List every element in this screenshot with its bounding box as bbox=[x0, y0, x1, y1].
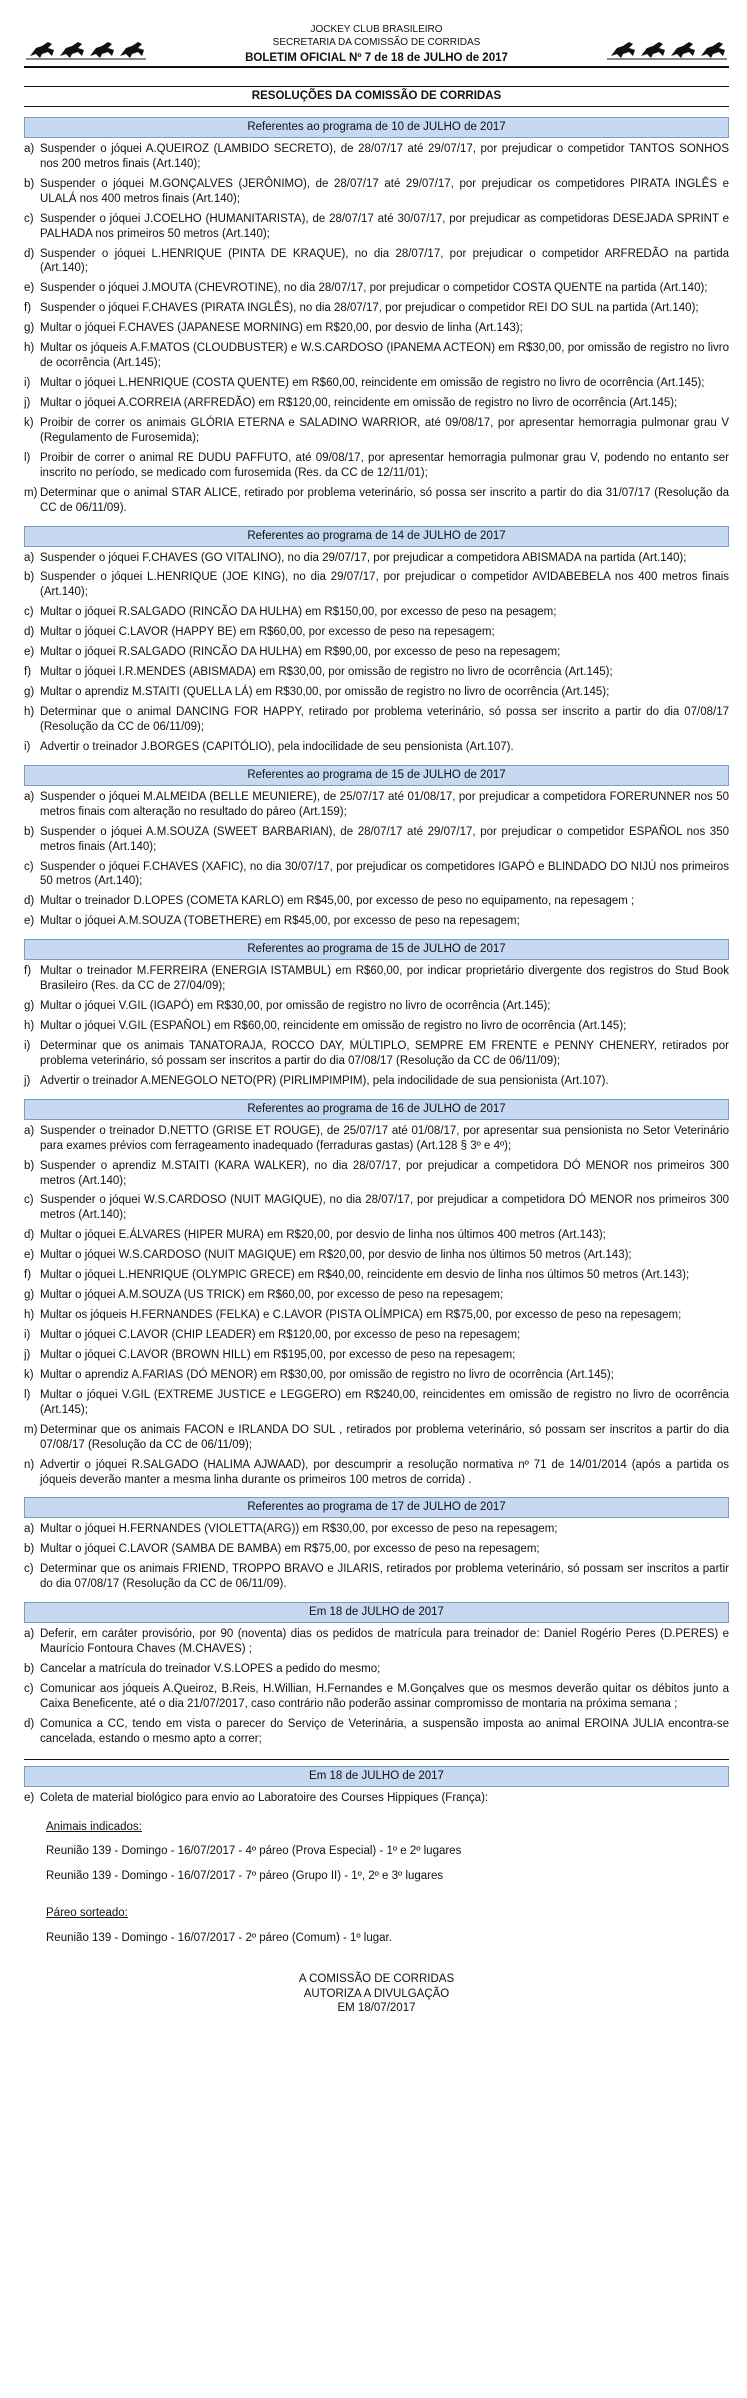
sample-collection bbox=[46, 1820, 729, 1947]
list-item bbox=[24, 1308, 729, 1323]
item-text: Multar os jóqueis A.F.MATOS (CLOUDBUSTER) e W.S.CARDOSO (IPANEMA ACTEON) em R$30,00, por omissão de registro no livro de ocorrência (Art.145); bbox=[40, 342, 729, 370]
list-item bbox=[24, 551, 729, 566]
section-heading: Referentes ao programa de 15 de JULHO de 2017 bbox=[24, 939, 729, 960]
item-text: Multar o treinador D.LOPES (COMETA KARLO) em R$45,00, por excesso de peso no equipamento, na repesagem ; bbox=[40, 895, 635, 908]
item-text: Multar o jóquei I.R.MENDES (ABISMADA) em R$30,00, por omissão de registro no livro de ocorrência (Art.145); bbox=[40, 666, 613, 679]
item-letter: g) bbox=[24, 1000, 35, 1013]
item-letter: a) bbox=[24, 1124, 35, 1137]
item-text: Suspender o jóquei J.COELHO (HUMANITARISTA), de 28/07/17 até 30/07/17, por prejudicar as competidoras DESEJADA SPRINT e PALHADA nos primeiros 50 metros (Art.140); bbox=[40, 212, 729, 240]
list-item bbox=[24, 1522, 729, 1537]
list-item bbox=[24, 321, 729, 336]
item-text: Suspender o jóquei F.CHAVES (PIRATA INGLÊS), no dia 28/07/17, por prejudicar o competidor REI DO SUL na partida (Art.140); bbox=[40, 302, 699, 315]
item-text: Multar o jóquei A.M.SOUZA (US TRICK) em R$60,00, por excesso de peso na repesagem; bbox=[40, 1289, 504, 1302]
list-item bbox=[24, 301, 729, 316]
item-letter: f) bbox=[24, 1269, 32, 1282]
resolution-section bbox=[24, 526, 729, 755]
item-text: Suspender o jóquei F.CHAVES (XAFIC), no dia 30/07/17, por prejudicar os competidores IGAPÓ e BLINDADO DO NIJÚ nos primeiros 50 metros (Art.140); bbox=[40, 860, 729, 888]
item-letter: b) bbox=[24, 825, 35, 838]
item-letter: g) bbox=[24, 1289, 35, 1302]
item-letter: e) bbox=[24, 1791, 35, 1804]
item-letter: i) bbox=[24, 377, 31, 390]
item-letter: d) bbox=[24, 1717, 35, 1730]
list-item bbox=[24, 451, 729, 481]
item-text: Multar o jóquei F.CHAVES (JAPANESE MORNING) em R$20,00, por desvio de linha (Art.143); bbox=[40, 322, 523, 335]
item-letter: f) bbox=[24, 965, 32, 978]
divider bbox=[24, 1759, 729, 1760]
item-text: Multar o jóquei E.ÁLVARES (HIPER MURA) em R$20,00, por desvio de linha nos últimos 400 metros (Art.143); bbox=[40, 1229, 606, 1242]
list-item bbox=[24, 964, 729, 994]
list-item bbox=[24, 1328, 729, 1343]
item-letter: i) bbox=[24, 1039, 31, 1052]
item-text: Suspender o jóquei W.S.CARDOSO (NUIT MAGIQUE), no dia 28/07/17, por prejudicar a competidora DÓ MENOR nos primeiros 300 metros (Art.140); bbox=[40, 1194, 729, 1222]
item-text: Multar os jóqueis H.FERNANDES (FELKA) e C.LAVOR (PISTA OLÍMPICA) em R$75,00, por excesso de peso na repesagem; bbox=[40, 1309, 682, 1322]
item-text: Suspender o jóquei F.CHAVES (GO VITALINO), no dia 29/07/17, por prejudicar a competidora ABISMADA na partida (Art.140); bbox=[40, 551, 687, 564]
list-item bbox=[24, 142, 729, 172]
item-text: Proibir de correr os animais GLÓRIA ETERNA e SALADINO WARRIOR, até 09/08/17, por apresentar hemorragia pulmonar grau V (Regulamento de Furosemida); bbox=[40, 416, 729, 444]
list-item bbox=[24, 999, 729, 1014]
list-item bbox=[24, 685, 729, 700]
item-letter: b) bbox=[24, 1662, 35, 1675]
item-text: Multar o jóquei A.CORREIA (ARFREDÃO) em R$120,00, reincidente em omissão de registro no livro de ocorrência (Art.145); bbox=[40, 397, 678, 409]
list-item bbox=[24, 177, 729, 207]
list-item bbox=[24, 705, 729, 735]
item-text: Advertir o jóquei R.SALGADO (HALIMA AJWAAD), por descumprir a resolução normativa nº 71 de 14/01/2014 (após a partida os jóqueis deverão manter a mesma linha durante os primeiros 100 metros de corrida) . bbox=[40, 1458, 729, 1486]
list-item bbox=[24, 281, 729, 296]
resolution-section bbox=[24, 117, 729, 516]
item-letter: a) bbox=[24, 790, 35, 803]
item-letter: c) bbox=[24, 212, 34, 225]
item-letter: j) bbox=[24, 1348, 31, 1361]
list-item bbox=[24, 645, 729, 660]
club-name: JOCKEY CLUB BRASILEIRO bbox=[310, 24, 443, 35]
item-letter: e) bbox=[24, 915, 35, 928]
item-text: Determinar que os animais FRIEND, TROPPO BRAVO e JILARIS, retirados por problema veterinário, só possam ser inscritos a partir do dia 07/08/17 (Resolução da CC de 06/11/09). bbox=[40, 1563, 729, 1591]
item-letter: d) bbox=[24, 1229, 35, 1242]
item-letter: n) bbox=[24, 1458, 35, 1471]
pareo-entry: Reunião 139 - Domingo - 16/07/2017 - 2º páreo (Comum) - 1º lugar. bbox=[46, 1932, 392, 1945]
item-letter: c) bbox=[24, 1682, 34, 1695]
item-letter: j) bbox=[24, 1074, 31, 1087]
item-text: Multar o jóquei V.GIL (ESPAÑOL) em R$60,00, reincidente em omissão de registro no livro de ocorrência (Art.145); bbox=[40, 1020, 627, 1032]
list-item bbox=[24, 825, 729, 855]
item-text: Suspender o treinador D.NETTO (GRISE ET ROUGE), de 25/07/17 até 01/08/17, por apresentar sua pensionista no Setor Veterinário para exames prévios com ferrageamento inadequado (ferraduras gastas) (Art.128 § 3º e 4º); bbox=[40, 1124, 729, 1152]
list-item bbox=[24, 1124, 729, 1154]
item-letter: c) bbox=[24, 1194, 34, 1207]
item-text: Multar o jóquei R.SALGADO (RINCÃO DA HULHA) em R$90,00, por excesso de peso na repesagem; bbox=[40, 646, 561, 659]
list-item bbox=[24, 894, 729, 909]
item-letter: e) bbox=[24, 1249, 35, 1262]
item-letter: j) bbox=[24, 397, 31, 409]
item-text: Multar o aprendiz M.STAITI (QUELLA LÁ) em R$30,00, por omissão de registro no livro de ocorrência (Art.145); bbox=[40, 686, 610, 699]
list-item bbox=[24, 396, 729, 411]
item-text: Determinar que os animais TANATORAJA, ROCCO DAY, MÚLTIPLO, SEMPRE EM FRENTE e PENNY CHENERY, retirados por problema veterinário, só possam ser inscritos a partir do dia 07/08/17 (Resolução da CC de 06/11/09); bbox=[40, 1039, 729, 1067]
item-letter: c) bbox=[24, 860, 34, 873]
list-item bbox=[24, 1682, 729, 1712]
item-text: Suspender o jóquei L.HENRIQUE (PINTA DE KRAQUE), no dia 28/07/17, por prejudicar o competidor ARFREDÃO na partida (Art.140); bbox=[40, 247, 729, 275]
item-text: Suspender o aprendiz M.STAITI (KARA WALKER), no dia 28/07/17, por prejudicar a competidora DÓ MENOR nos primeiros 300 metros (Art.140); bbox=[40, 1159, 729, 1187]
item-letter: k) bbox=[24, 416, 34, 429]
item-letter: b) bbox=[24, 1159, 35, 1172]
resolutions-title: RESOLUÇÕES DA COMISSÃO DE CORRIDAS bbox=[24, 86, 729, 107]
item-text: Suspender o jóquei A.QUEIROZ (LAMBIDO SECRETO), de 28/07/17 até 29/07/17, por prejudicar o competidor TANTOS SONHOS nos 200 metros finais (Art.140); bbox=[40, 142, 729, 170]
item-letter: e) bbox=[24, 646, 35, 659]
item-letter: a) bbox=[24, 1523, 35, 1536]
item-letter: c) bbox=[24, 606, 34, 619]
list-item bbox=[24, 860, 729, 890]
item-text: Suspender o jóquei A.M.SOUZA (SWEET BARBARIAN), de 28/07/17 até 29/07/17, por prejudicar o competidor ESPAÑOL nos 350 metros finais (Art.140); bbox=[40, 825, 729, 853]
footer bbox=[24, 1972, 729, 2015]
item-text: Suspender o jóquei M.GONÇALVES (JERÔNIMO), de 28/07/17 até 29/07/17, por prejudicar os competidores PIRATA INGLÊS e ULALÁ nos 400 metros finais (Art.140); bbox=[40, 177, 729, 205]
item-text: Multar o jóquei C.LAVOR (CHIP LEADER) em R$120,00, por excesso de peso na repesagem; bbox=[40, 1329, 521, 1341]
item-text: Suspender o jóquei M.ALMEIDA (BELLE MEUNIERE), de 25/07/17 até 01/08/17, por prejudicar a competidora FORERUNNER nos 50 metros finais com alteração no resultado do páreo (Art.159); bbox=[40, 790, 729, 818]
item-text: Multar o jóquei W.S.CARDOSO (NUIT MAGIQUE) em R$20,00, por desvio de linha nos últimos 50 metros (Art.143); bbox=[40, 1249, 632, 1262]
item-letter: d) bbox=[24, 247, 35, 260]
item-text: Multar o jóquei L.HENRIQUE (COSTA QUENTE) em R$60,00, reincidente em omissão de registro no livro de ocorrência (Art.145); bbox=[40, 377, 705, 390]
list-item bbox=[24, 341, 729, 371]
resolution-sections bbox=[24, 117, 729, 1747]
animal-entry: Reunião 139 - Domingo - 16/07/2017 - 7º páreo (Grupo II) - 1º, 2º e 3º lugares bbox=[46, 1870, 444, 1883]
pareo-label: Páreo sorteado: bbox=[46, 1907, 128, 1920]
item-letter: h) bbox=[24, 1309, 35, 1322]
item-text: Comunicar aos jóqueis A.Queiroz, B.Reis, H.Willian, H.Fernandes e M.Gonçalves que os mesmos deverão quitar os débitos junto a Caixa Beneficente, até o dia 21/07/2017, caso contrário não poderão assinar compromisso de montaria na próxima semana ; bbox=[40, 1682, 729, 1710]
item-letter: f) bbox=[24, 666, 32, 679]
resolution-section bbox=[24, 1497, 729, 1592]
list-item bbox=[24, 376, 729, 391]
list-item bbox=[24, 1268, 729, 1283]
list-item bbox=[24, 1388, 729, 1418]
list-item bbox=[24, 1562, 729, 1592]
item-text: Multar o jóquei A.M.SOUZA (TOBETHERE) em R$45,00, por excesso de peso na repesagem; bbox=[40, 915, 520, 928]
section-heading: Referentes ao programa de 16 de JULHO de 2017 bbox=[24, 1099, 729, 1120]
item-text: Advertir o treinador J.BORGES (CAPITÓLIO), pela indocilidade de seu pensionista (Art.107). bbox=[40, 740, 514, 753]
list-item bbox=[24, 1288, 729, 1303]
section-heading: Em 18 de JULHO de 2017 bbox=[24, 1602, 729, 1623]
section-heading: Referentes ao programa de 14 de JULHO de 2017 bbox=[24, 526, 729, 547]
list-item bbox=[24, 1248, 729, 1263]
item-text: Multar o aprendiz A.FARIAS (DÓ MENOR) em R$30,00, por omissão de registro no livro de ocorrência (Art.145); bbox=[40, 1368, 614, 1381]
item-text: Multar o jóquei H.FERNANDES (VIOLETTA(ARG)) em R$30,00, por excesso de peso na repesagem; bbox=[40, 1523, 558, 1536]
secretariat-name: SECRETARIA DA COMISSÃO DE CORRIDAS bbox=[272, 36, 481, 48]
item-text: Proibir de correr o animal RE DUDU PAFFUTO, até 09/08/17, por apresentar hemorragia pulmonar grau V, podendo no entanto ser inscrito no período, se medicado com furosemida (Res. da CC de 12/11/01); bbox=[40, 451, 729, 479]
list-item bbox=[24, 1193, 729, 1223]
list-item bbox=[24, 1542, 729, 1557]
resolution-section bbox=[24, 939, 729, 1089]
item-text: Multar o jóquei R.SALGADO (RINCÃO DA HULHA) em R$150,00, por excesso de peso na pesagem; bbox=[40, 606, 557, 619]
item-letter: c) bbox=[24, 1563, 34, 1576]
section-heading: Em 18 de JULHO de 2017 bbox=[24, 1766, 729, 1787]
resolution-section bbox=[24, 765, 729, 929]
item-text: Deferir, em caráter provisório, por 90 (noventa) dias os pedidos de matrícula para treinador de: Daniel Rogério Peres (D.PERES) e Maurício Fontoura Chaves (M.CHAVES) ; bbox=[40, 1628, 729, 1655]
item-text: Multar o jóquei C.LAVOR (HAPPY BE) em R$60,00, por excesso de peso na repesagem; bbox=[40, 626, 495, 639]
item-letter: m) bbox=[24, 486, 38, 499]
item-letter: h) bbox=[24, 1020, 35, 1032]
list-item bbox=[24, 1662, 729, 1677]
masthead bbox=[24, 6, 729, 68]
list-item bbox=[24, 1228, 729, 1243]
footer-line: AUTORIZA A DIVULGAÇÃO bbox=[303, 1987, 450, 2000]
item-letter: e) bbox=[24, 282, 35, 295]
item-letter: a) bbox=[24, 142, 35, 155]
item-letter: g) bbox=[24, 686, 35, 699]
item-text: Suspender o jóquei L.HENRIQUE (JOE KING), no dia 29/07/17, por prejudicar o competidor AVIDABEBELA nos 400 metros finais (Art.140); bbox=[40, 571, 729, 599]
section-heading: Referentes ao programa de 10 de JULHO de 2017 bbox=[24, 117, 729, 138]
list-item bbox=[24, 1159, 729, 1189]
item-letter: g) bbox=[24, 322, 35, 335]
item-letter: b) bbox=[24, 1543, 35, 1556]
item-text: Multar o jóquei C.LAVOR (SAMBA DE BAMBA) em R$75,00, por excesso de peso na repesagem; bbox=[40, 1543, 540, 1556]
item-text: Cancelar a matrícula do treinador V.S.LOPES a pedido do mesmo; bbox=[40, 1662, 381, 1675]
bulletin-title: BOLETIM OFICIAL Nº 7 de 18 de JULHO de 2017 bbox=[245, 52, 508, 64]
item-letter: l) bbox=[24, 451, 31, 464]
item-text: Advertir o treinador A.MENEGOLO NETO(PR) (PIRLIMPIMPIM), pela indocilidade de sua pensionista (Art.107). bbox=[40, 1074, 609, 1087]
item-letter: b) bbox=[24, 177, 35, 190]
list-item bbox=[24, 212, 729, 242]
item-letter: a) bbox=[24, 1628, 35, 1641]
animal-entry: Reunião 139 - Domingo - 16/07/2017 - 4º páreo (Prova Especial) - 1º e 2º lugares bbox=[46, 1845, 462, 1858]
list-item bbox=[24, 605, 729, 620]
list-item bbox=[24, 914, 729, 929]
section-heading: Referentes ao programa de 15 de JULHO de 2017 bbox=[24, 765, 729, 786]
item-letter: h) bbox=[24, 342, 35, 355]
list-item bbox=[24, 1458, 729, 1488]
item-text: Multar o jóquei V.GIL (IGAPÓ) em R$30,00, por omissão de registro no livro de ocorrência (Art.145); bbox=[40, 1000, 551, 1013]
list-item bbox=[24, 1039, 729, 1069]
list-item bbox=[24, 740, 729, 755]
item-text: Multar o jóquei L.HENRIQUE (OLYMPIC GRECE) em R$40,00, reincidente em desvio de linha nos últimos 50 metros (Art.143); bbox=[40, 1269, 690, 1282]
list-item bbox=[24, 1074, 729, 1089]
footer-line: A COMISSÃO DE CORRIDAS bbox=[298, 1973, 455, 1986]
item-text: Determinar que o animal STAR ALICE, retirado por problema veterinário, só possa ser inscrito a partir do dia 31/07/17 (Resolução da CC de 06/11/09). bbox=[40, 486, 729, 514]
list-item bbox=[24, 416, 729, 446]
list-item bbox=[24, 665, 729, 680]
item-letter: k) bbox=[24, 1368, 34, 1381]
resolution-section bbox=[24, 1099, 729, 1488]
item-text: Multar o jóquei V.GIL (EXTREME JUSTICE e LEGGERO) em R$240,00, reincidentes em omissão de registro no livro de ocorrência (Art.145); bbox=[40, 1388, 729, 1416]
item-letter: a) bbox=[24, 551, 35, 564]
animais-label: Animais indicados: bbox=[46, 1820, 142, 1833]
list-item bbox=[24, 570, 729, 600]
resolution-section bbox=[24, 1602, 729, 1747]
horse-racing-icon-right bbox=[607, 36, 727, 60]
list-item bbox=[24, 1019, 729, 1034]
item-text: Determinar que os animais FACON e IRLANDA DO SUL , retirados por problema veterinário, só possam ser inscritos a partir do dia 07/08/17 (Resolução da CC de 06/11/09); bbox=[40, 1423, 729, 1451]
list-item bbox=[24, 1791, 729, 1806]
item-letter: d) bbox=[24, 626, 35, 639]
item-letter: h) bbox=[24, 706, 35, 718]
item-letter: b) bbox=[24, 571, 35, 584]
final-section bbox=[24, 1759, 729, 1947]
list-item bbox=[24, 1423, 729, 1453]
item-letter: m) bbox=[24, 1423, 38, 1436]
list-item bbox=[24, 247, 729, 277]
list-item bbox=[24, 1717, 729, 1747]
item-text: Suspender o jóquei J.MOUTA (CHEVROTINE), no dia 28/07/17, por prejudicar o competidor COSTA QUENTE na partida (Art.140); bbox=[40, 282, 708, 295]
item-text: Determinar que o animal DANCING FOR HAPPY, retirado por problema veterinário, só possa ser inscrito a partir do dia 07/08/17 (Resolução da CC de 06/11/09); bbox=[40, 706, 729, 733]
list-item bbox=[24, 625, 729, 640]
list-item bbox=[24, 486, 729, 516]
list-item bbox=[24, 790, 729, 820]
item-letter: f) bbox=[24, 302, 32, 315]
item-letter: d) bbox=[24, 895, 35, 908]
horse-racing-icon-left bbox=[26, 36, 146, 60]
list-item bbox=[24, 1348, 729, 1363]
list-item bbox=[24, 1368, 729, 1383]
item-text: Multar o treinador M.FERREIRA (ENERGIA ISTAMBUL) em R$60,00, por indicar proprietário divergente dos registros do Stud Book Brasileiro (Res. da CC de 27/04/09); bbox=[40, 965, 729, 993]
footer-line: EM 18/07/2017 bbox=[337, 2001, 416, 2014]
list-item bbox=[24, 1627, 729, 1657]
item-letter: i) bbox=[24, 1329, 31, 1341]
item-text: Coleta de material biológico para envio ao Laboratoire des Courses Hippiques (França): bbox=[40, 1791, 489, 1804]
item-letter: i) bbox=[24, 740, 31, 753]
item-text: Multar o jóquei C.LAVOR (BROWN HILL) em R$195,00, por excesso de peso na repesagem; bbox=[40, 1348, 516, 1361]
item-text: Comunica a CC, tendo em vista o parecer do Serviço de Veterinária, a suspensão imposta ao animal EROINA JULIA encontra-se cancelada, estando o mesmo apto a correr; bbox=[40, 1717, 729, 1745]
section-heading: Referentes ao programa de 17 de JULHO de 2017 bbox=[24, 1497, 729, 1518]
item-letter: l) bbox=[24, 1388, 31, 1401]
